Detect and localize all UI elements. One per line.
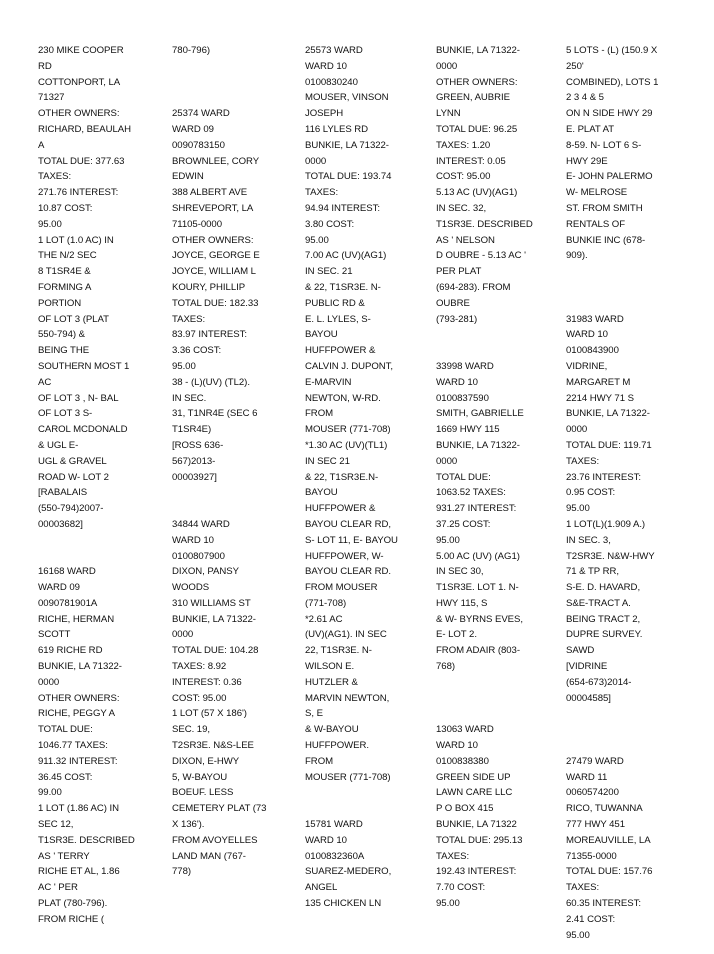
- text-line: PER PLAT: [436, 266, 482, 278]
- text-line: 3.36 COST:: [172, 345, 222, 357]
- text-line: THE N/2 SEC: [38, 250, 97, 262]
- text-line: & W-BAYOU: [305, 724, 359, 736]
- blank-line: [566, 280, 694, 296]
- blank-line: [172, 90, 300, 106]
- blank-line: [38, 549, 166, 565]
- text-line: SCOTT: [38, 629, 71, 641]
- text-line: 0100832360A: [305, 850, 365, 862]
- text-line: 37.25 COST:: [436, 518, 491, 530]
- text-line: S- LOT 11, E- BAYOU: [305, 534, 398, 546]
- text-line: BUNKIE, LA 71322-: [38, 661, 122, 673]
- text-line: SAWD: [566, 645, 595, 657]
- text-column-3: [305, 43, 433, 912]
- text-line: WARD 09: [172, 123, 214, 135]
- text-line: MARVIN NEWTON,: [305, 692, 390, 704]
- text-line: TOTAL DUE: 119.71: [566, 439, 652, 451]
- text-line: (UV)(AG1). IN SEC: [305, 629, 387, 641]
- text-line: TAXES:: [38, 171, 72, 183]
- blank-line: [566, 722, 694, 738]
- text-line: 5.13 AC (UV)(AG1): [436, 187, 518, 199]
- text-line: 7.00 AC (UV)(AG1): [305, 250, 387, 262]
- text-line: 0000: [172, 629, 194, 641]
- text-line: 1063.52 TAXES:: [436, 487, 506, 499]
- text-line: CEMETERY PLAT (73: [172, 803, 267, 815]
- text-line: WARD 09: [38, 582, 80, 594]
- text-line: TOTAL DUE:: [436, 471, 491, 483]
- text-line: AC ' PER: [38, 882, 78, 894]
- text-line: RICHARD, BEAULAH: [38, 123, 132, 135]
- text-line: 71355-0000: [566, 850, 617, 862]
- blank-line: [566, 738, 694, 754]
- text-line: 931.27 INTEREST:: [436, 503, 517, 515]
- text-line: RENTALS OF: [566, 218, 626, 230]
- text-line: 0060574200: [566, 787, 619, 799]
- text-line: 388 ALBERT AVE: [172, 187, 248, 199]
- text-line: TOTAL DUE:: [38, 724, 93, 736]
- text-line: FROM: [305, 408, 334, 420]
- text-line: PLAT (780-796).: [38, 898, 108, 910]
- text-line: AC: [38, 376, 52, 388]
- text-line: 00003682]: [38, 518, 83, 530]
- text-line: LYNN: [436, 108, 461, 120]
- text-line: TAXES:: [436, 850, 470, 862]
- text-line: WARD 10: [305, 60, 347, 72]
- text-line: (550-794)2007-: [38, 503, 104, 515]
- text-line: 116 LYLES RD: [305, 123, 369, 135]
- text-line: BEING TRACT 2,: [566, 613, 641, 625]
- text-line: 3.80 COST:: [305, 218, 355, 230]
- text-line: WARD 10: [305, 834, 347, 846]
- text-line: 0100830240: [305, 76, 358, 88]
- text-line: MOUSER (771-708): [305, 424, 391, 436]
- text-line: 1046.77 TAXES:: [38, 740, 108, 752]
- text-line: SEC 12,: [38, 819, 74, 831]
- text-line: BAYOU CLEAR RD,: [305, 518, 391, 530]
- text-line: IN SEC. 32,: [436, 202, 487, 214]
- text-line: 2 3 4 & 5: [566, 92, 604, 104]
- text-line: MOUSER (771-708): [305, 771, 391, 783]
- text-line: 5, W-BAYOU: [172, 771, 228, 783]
- text-line: 5 LOTS - (L) (150.9 X: [566, 45, 658, 56]
- text-line: 1 LOT (1.86 AC) IN: [38, 803, 120, 815]
- text-line: BAYOU: [305, 487, 338, 499]
- text-line: TOTAL DUE: 377.63: [38, 155, 125, 167]
- text-line: ST. FROM SMITH: [566, 202, 643, 214]
- text-line: 271.76 INTEREST:: [38, 187, 119, 199]
- text-line: 95.00: [566, 929, 590, 941]
- text-line: 10.87 COST:: [38, 202, 93, 214]
- text-line: 780-796): [172, 45, 211, 56]
- text-line: 71327: [38, 92, 65, 104]
- text-line: S&E-TRACT A.: [566, 597, 631, 609]
- text-line: 00004585]: [566, 692, 611, 704]
- text-line: ON N SIDE HWY 29: [566, 108, 653, 120]
- text-line: T2SR3E. N&S-LEE: [172, 740, 254, 752]
- text-line: 0.95 COST:: [566, 487, 616, 499]
- text-line: E-MARVIN: [305, 376, 352, 388]
- text-line: BUNKIE, LA 71322-: [172, 613, 256, 625]
- text-line: 0000: [38, 676, 60, 688]
- text-line: INTEREST: 0.05: [436, 155, 506, 167]
- text-line: 00003927]: [172, 471, 217, 483]
- blank-line: [566, 264, 694, 280]
- text-line: TAXES:: [172, 313, 206, 325]
- text-line: BEING THE: [38, 345, 90, 357]
- text-line: FORMING A: [38, 281, 92, 293]
- text-line: 71105-0000: [172, 218, 223, 230]
- text-line: 250': [566, 60, 584, 72]
- text-line: 95.00: [436, 534, 460, 546]
- text-line: 1 LOT (1.0 AC) IN: [38, 234, 114, 246]
- text-line: MARGARET M: [566, 376, 631, 388]
- text-line: NEWTON, W-RD.: [305, 392, 381, 404]
- text-line: MOUSER, VINSON: [305, 92, 389, 104]
- text-line: 95.00: [38, 218, 62, 230]
- text-line: RICHE, HERMAN: [38, 613, 115, 625]
- text-line: 192.43 INTEREST:: [436, 866, 517, 878]
- text-line: COTTONPORT, LA: [38, 76, 121, 88]
- blank-line: [305, 785, 433, 801]
- text-line: HUFFPOWER, W-: [305, 550, 384, 562]
- blank-line: [566, 296, 694, 312]
- text-line: 13063 WARD: [436, 724, 494, 736]
- text-line: T1SR3E. DESCRIBED: [436, 218, 533, 230]
- text-line: 0090781901A: [38, 597, 98, 609]
- text-line: 768): [436, 661, 456, 673]
- text-line: ROAD W- LOT 2: [38, 471, 109, 483]
- blank-line: [172, 75, 300, 91]
- text-line: TOTAL DUE: 104.28: [172, 645, 259, 657]
- blank-line: [436, 675, 564, 691]
- text-line: S, E: [305, 708, 323, 720]
- text-line: SHREVEPORT, LA: [172, 202, 254, 214]
- text-line: DIXON, E-HWY: [172, 755, 240, 767]
- text-line: *1.30 AC (UV)(TL1): [305, 439, 388, 451]
- blank-line: [172, 59, 300, 75]
- text-line: IN SEC.: [172, 392, 207, 404]
- text-line: BAYOU CLEAR RD.: [305, 566, 391, 578]
- text-line: SEC. 19,: [172, 724, 210, 736]
- text-line: (771-708): [305, 597, 347, 609]
- text-line: 911.32 INTEREST:: [38, 755, 118, 767]
- text-line: COST: 95.00: [436, 171, 491, 183]
- text-line: 95.00: [305, 234, 329, 246]
- text-line: 99.00: [38, 787, 62, 799]
- text-line: OUBRE: [436, 297, 470, 309]
- text-line: 83.97 INTEREST:: [172, 329, 247, 341]
- text-line: 31, T1NR4E (SEC 6: [172, 408, 258, 420]
- text-line: W- MELROSE: [566, 187, 628, 199]
- text-line: 550-794) &: [38, 329, 85, 341]
- text-line: DIXON, PANSY: [172, 566, 239, 578]
- text-line: AS ' TERRY: [38, 850, 90, 862]
- text-line: T2SR3E. N&W-HWY: [566, 550, 655, 562]
- text-line: OTHER OWNERS:: [38, 108, 120, 120]
- text-line: OTHER OWNERS:: [38, 692, 120, 704]
- text-line: RICO, TUWANNA: [566, 803, 643, 815]
- text-line: BROWNLEE, CORY: [172, 155, 260, 167]
- text-line: FROM ADAIR (803-: [436, 645, 520, 657]
- text-line: WARD 11: [566, 771, 608, 783]
- text-line: 8-59. N- LOT 6 S-: [566, 139, 642, 151]
- text-line: 2.41 COST:: [566, 913, 616, 925]
- text-line: BUNKIE, LA 71322-: [436, 439, 520, 451]
- blank-line: [436, 706, 564, 722]
- text-line: HWY 115, S: [436, 597, 488, 609]
- text-line: E. L. LYLES, S-: [305, 313, 371, 325]
- text-line: P O BOX 415: [436, 803, 494, 815]
- text-line: 0100838380: [436, 755, 489, 767]
- text-line: SOUTHERN MOST 1: [38, 360, 130, 372]
- text-line: 23.76 INTEREST:: [566, 471, 641, 483]
- text-line: WILSON E.: [305, 661, 355, 673]
- text-line: CALVIN J. DUPONT,: [305, 360, 393, 372]
- text-line: 0100807900: [172, 550, 225, 562]
- text-line: 38 - (L)(UV) (TL2).: [172, 376, 250, 388]
- text-line: RICHE ET AL, 1.86: [38, 866, 120, 878]
- text-line: *2.61 AC: [305, 613, 343, 625]
- text-line: PUBLIC RD &: [305, 297, 365, 309]
- text-line: BUNKIE INC (678-: [566, 234, 646, 246]
- text-line: ANGEL: [305, 882, 338, 894]
- text-line: 777 HWY 451: [566, 819, 626, 831]
- text-line: OTHER OWNERS:: [436, 76, 518, 88]
- text-line: TAXES: 1.20: [436, 139, 491, 151]
- text-line: TAXES:: [305, 187, 339, 199]
- text-line: RD: [38, 60, 52, 72]
- blank-line: [172, 501, 300, 517]
- text-line: OTHER OWNERS:: [172, 234, 254, 246]
- text-line: DUPRE SURVEY.: [566, 629, 643, 641]
- text-line: 0000: [436, 455, 458, 467]
- text-line: 95.00: [566, 503, 590, 515]
- text-line: [VIDRINE: [566, 661, 608, 673]
- text-line: 0000: [436, 60, 458, 72]
- text-line: IN SEC 30,: [436, 566, 484, 578]
- text-line: BUNKIE, LA 71322-: [436, 45, 520, 56]
- text-line: IN SEC. 3,: [566, 534, 611, 546]
- text-line: 7.70 COST:: [436, 882, 486, 894]
- text-line: LAND MAN (767-: [172, 850, 246, 862]
- text-line: 8 T1SR4E &: [38, 266, 91, 278]
- text-line: OF LOT 3 , N- BAL: [38, 392, 119, 404]
- text-line: (793-281): [436, 313, 478, 325]
- text-line: VIDRINE,: [566, 360, 608, 372]
- text-line: E- JOHN PALERMO: [566, 171, 653, 183]
- text-line: IN SEC. 21: [305, 266, 353, 278]
- text-line: OF LOT 3 S-: [38, 408, 93, 420]
- text-line: S-E. D. HAVARD,: [566, 582, 641, 594]
- text-line: FROM AVOYELLES: [172, 834, 258, 846]
- text-line: 0100837590: [436, 392, 489, 404]
- text-line: FROM RICHE (: [38, 913, 105, 925]
- text-line: TOTAL DUE: 96.25: [436, 123, 518, 135]
- blank-line: [172, 485, 300, 501]
- text-line: WOODS: [172, 582, 210, 594]
- text-line: 33998 WARD: [436, 360, 494, 372]
- text-line: 60.35 INTEREST:: [566, 898, 641, 910]
- text-line: 0000: [566, 424, 588, 436]
- text-line: RICHE, PEGGY A: [38, 708, 115, 720]
- text-line: 0100843900: [566, 345, 619, 357]
- blank-line: [38, 533, 166, 549]
- text-line: X 136').: [172, 819, 205, 831]
- text-line: UGL & GRAVEL: [38, 455, 107, 467]
- text-line: OF LOT 3 (PLAT: [38, 313, 109, 325]
- text-line: 25573 WARD: [305, 45, 363, 56]
- text-line: JOSEPH: [305, 108, 344, 120]
- text-line: AS ' NELSON: [436, 234, 495, 246]
- text-column-1: [38, 43, 166, 928]
- text-line: 567)2013-: [172, 455, 216, 467]
- text-line: 34844 WARD: [172, 518, 230, 530]
- blank-line: [566, 706, 694, 722]
- text-line: WARD 10: [172, 534, 214, 546]
- text-line: & 22, T1SR3E. N-: [305, 281, 381, 293]
- text-line: TAXES: 8.92: [172, 661, 227, 673]
- text-line: BUNKIE, LA 71322-: [566, 408, 650, 420]
- text-line: MOREAUVILLE, LA: [566, 834, 651, 846]
- text-line: 2214 HWY 71 S: [566, 392, 634, 404]
- text-line: T1SR4E): [172, 424, 212, 436]
- blank-line: [436, 327, 564, 343]
- text-line: 230 MIKE COOPER: [38, 45, 124, 56]
- text-line: FROM: [305, 755, 334, 767]
- text-line: 778): [172, 866, 192, 878]
- text-line: BOEUF. LESS: [172, 787, 234, 799]
- text-line: 36.45 COST:: [38, 771, 93, 783]
- text-line: E- LOT 2.: [436, 629, 477, 641]
- text-line: [RABALAIS: [38, 487, 88, 499]
- text-line: 22, T1SR3E. N-: [305, 645, 372, 657]
- text-line: 619 RICHE RD: [38, 645, 103, 657]
- text-line: 95.00: [436, 898, 460, 910]
- text-line: A: [38, 139, 45, 151]
- text-line: COMBINED), LOTS 1: [566, 76, 659, 88]
- text-line: KOURY, PHILLIP: [172, 281, 246, 293]
- text-line: HUTZLER &: [305, 676, 358, 688]
- text-line: 310 WILLIAMS ST: [172, 597, 251, 609]
- text-line: E. PLAT AT: [566, 123, 615, 135]
- text-line: 135 CHICKEN LN: [305, 898, 382, 910]
- text-line: 0090783150: [172, 139, 225, 151]
- text-line: 909).: [566, 250, 588, 262]
- text-line: SMITH, GABRIELLE: [436, 408, 524, 420]
- text-line: (654-673)2014-: [566, 676, 632, 688]
- text-line: EDWIN: [172, 171, 204, 183]
- text-line: GREEN, AUBRIE: [436, 92, 510, 104]
- text-line: PORTION: [38, 297, 82, 309]
- text-line: TOTAL DUE: 182.33: [172, 297, 259, 309]
- text-line: 31983 WARD: [566, 313, 624, 325]
- text-line: 1 LOT(L)(1.909 A.): [566, 518, 646, 530]
- text-line: HUFFPOWER.: [305, 740, 369, 752]
- text-line: BUNKIE, LA 71322: [436, 819, 517, 831]
- text-line: 27479 WARD: [566, 755, 624, 767]
- text-line: GREEN SIDE UP: [436, 771, 511, 783]
- text-line: FROM MOUSER: [305, 582, 378, 594]
- text-line: & 22, T1SR3E.N-: [305, 471, 379, 483]
- text-line: HUFFPOWER &: [305, 345, 376, 357]
- text-line: CAROL MCDONALD: [38, 424, 128, 436]
- blank-line: [436, 691, 564, 707]
- text-line: 5.00 AC (UV) (AG1): [436, 550, 520, 562]
- text-line: TOTAL DUE: 295.13: [436, 834, 523, 846]
- text-column-5: [566, 43, 694, 943]
- text-line: [ROSS 636-: [172, 439, 224, 451]
- text-line: & W- BYRNS EVES,: [436, 613, 523, 625]
- text-line: SUAREZ-MEDERO,: [305, 866, 392, 878]
- text-line: (694-283). FROM: [436, 281, 511, 293]
- text-line: 15781 WARD: [305, 819, 363, 831]
- text-line: 94.94 INTEREST:: [305, 202, 380, 214]
- text-line: 71 & TP RR,: [566, 566, 619, 578]
- text-line: 95.00: [172, 360, 196, 372]
- text-line: 25374 WARD: [172, 108, 230, 120]
- text-line: & UGL E-: [38, 439, 79, 451]
- text-line: IN SEC 21: [305, 455, 350, 467]
- text-line: JOYCE, GEORGE E: [172, 250, 260, 262]
- text-column-2: [172, 43, 300, 880]
- text-line: WARD 10: [436, 376, 478, 388]
- text-line: INTEREST: 0.36: [172, 676, 242, 688]
- text-line: T1SR3E. LOT 1. N-: [436, 582, 519, 594]
- text-line: WARD 10: [436, 740, 478, 752]
- text-line: WARD 10: [566, 329, 608, 341]
- text-line: TAXES:: [566, 455, 600, 467]
- text-line: COST: 95.00: [172, 692, 227, 704]
- text-line: 1 LOT (57 X 186'): [172, 708, 247, 720]
- text-line: LAWN CARE LLC: [436, 787, 513, 799]
- text-line: HUFFPOWER &: [305, 503, 376, 515]
- blank-line: [305, 801, 433, 817]
- text-line: HWY 29E: [566, 155, 608, 167]
- text-line: JOYCE, WILLIAM L: [172, 266, 256, 278]
- text-line: 1669 HWY 115: [436, 424, 500, 436]
- text-line: T1SR3E. DESCRIBED: [38, 834, 135, 846]
- text-line: D OUBRE - 5.13 AC ': [436, 250, 526, 262]
- text-line: TOTAL DUE: 193.74: [305, 171, 392, 183]
- text-line: TOTAL DUE: 157.76: [566, 866, 653, 878]
- text-line: TAXES:: [566, 882, 600, 894]
- text-line: BAYOU: [305, 329, 338, 341]
- text-column-4: [436, 43, 564, 912]
- text-line: 0000: [305, 155, 327, 167]
- blank-line: [436, 343, 564, 359]
- text-line: BUNKIE, LA 71322-: [305, 139, 389, 151]
- text-line: 16168 WARD: [38, 566, 96, 578]
